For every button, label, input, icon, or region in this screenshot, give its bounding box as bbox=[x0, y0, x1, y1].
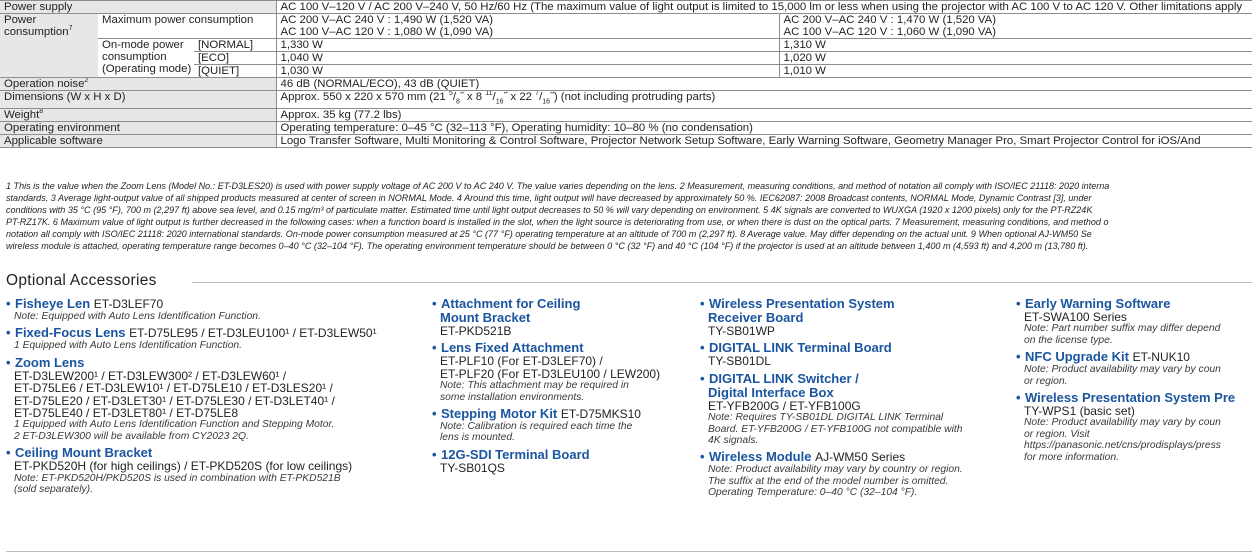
power-supply-value: AC 100 V–120 V / AC 200 V–240 V, 50 Hz/60 Hz (The maximum value of light output is limited to 15,000 lm or less when using the projector with AC 100 V to AC 120 V. Other limitations apply bbox=[276, 1, 1252, 14]
accessory-digital-link-switcher: • DIGITAL LINK Switcher / Digital Interface Box ET-YFB200G / ET-YFB100G Note: Requires TY-SB01DL DIGITAL LINK Terminal Board. ET-YFB200G / ET-YFB100G not compatible with 4K signals. bbox=[700, 370, 963, 447]
accessory-sdi-board: • 12G-SDI Terminal Board TY-SB01QS bbox=[432, 446, 590, 475]
max-power-label: Maximum power consumption bbox=[98, 14, 276, 39]
noise-label: Operation noise$^2$ bbox=[0, 78, 276, 91]
footnotes bbox=[6, 181, 1252, 252]
footnote-line: conditions with 35 °C (95 °F), 700 m (2,297 ft) above sea level, and 0.15 mg/m³ of particulate matter. Estimated time until light output decreases to 50 % will vary depending on environment. 5 4K signals are converted to WUXGA (1920 x 1200 pixels) only for the PT-RZ24K bbox=[6, 204, 1093, 215]
eco-value-b: 1,020 W bbox=[779, 52, 1252, 65]
accessory-lens-fixed: • Lens Fixed Attachment ET-PLF10 (For ET-D3LEF70) / ET-PLF20 (For ET-D3LEU100 / LEW200) Note: This attachment may be required in some installation environments. bbox=[432, 340, 661, 403]
software-value: Logo Transfer Software, Multi Monitoring & Control Software, Projector Network Setup Software, Early Warning Software, Geometry Manager Pro, Smart Projector Control for iOS/And bbox=[276, 135, 1252, 148]
onmode-label: On-mode power consumption (Operating mode) bbox=[98, 39, 194, 78]
weight-value: Approx. 35 kg (77.2 lbs) bbox=[276, 109, 1252, 122]
accessory-fixed-focus: • Fixed-Focus Lens ET-D75LE95 / ET-D3LEU100¹ / ET-D3LEW50¹ 1 Equipped with Auto Lens Identification Function. bbox=[6, 325, 377, 352]
section-divider bbox=[192, 282, 1252, 283]
accessory-stepping-motor: • Stepping Motor Kit ET-D75MKS10 Note: Calibration is required each time the lens is mounted. bbox=[432, 406, 641, 444]
accessory-ceiling-attachment: • Attachment for Ceiling Mount Bracket ET-PKD521B bbox=[432, 296, 581, 338]
section-title: Optional Accessories bbox=[6, 272, 157, 289]
accessory-digital-link-board: • DIGITAL LINK Terminal Board TY-SB01DL bbox=[700, 340, 892, 369]
accessory-ceiling-mount: • Ceiling Mount Bracket ET-PKD520H (for high ceilings) / ET-PKD520S (for low ceilings) Note: ET-PKD520H/PKD520S is used in combination with ET-PKD521B (sold separately). bbox=[6, 445, 353, 496]
environment-label: Operating environment bbox=[0, 122, 276, 135]
mode-quiet-label: [QUIET] bbox=[194, 65, 276, 78]
accessory-fisheye: • Fisheye Len ET-D3LEF70 Note: Equipped with Auto Lens Identification Function. bbox=[6, 296, 261, 322]
accessory-column-2 bbox=[432, 297, 692, 478]
accessory-column-3 bbox=[700, 297, 1000, 503]
spec-table bbox=[0, 0, 1252, 148]
normal-value-b: 1,310 W bbox=[779, 39, 1252, 52]
noise-value: 46 dB (NORMAL/ECO), 43 dB (QUIET) bbox=[276, 78, 1252, 91]
environment-value: Operating temperature: 0–45 °C (32–113 °F), Operating humidity: 10–80 % (no condensation) bbox=[276, 122, 1252, 135]
mode-normal-label: [NORMAL] bbox=[194, 39, 276, 52]
footnote-line: standards. 3 Average light-output value of all shipped products measured at center of screen in NORMAL Mode. 4 Around this time, light output will have decreased by approximately 50 %. IEC62087: 2008 Broadcast contents, NORMAL Mode, Dynamic Contrast [3], under bbox=[6, 192, 1092, 203]
accessory-column-1 bbox=[6, 297, 406, 499]
software-label: Applicable software bbox=[0, 135, 276, 148]
quiet-value-b: 1,010 W bbox=[779, 65, 1252, 78]
bottom-divider bbox=[6, 551, 1252, 552]
footnote-line: 1 This is the value when the Zoom Lens (Model No.: ET-D3LES20) is used with power supply voltage of AC 200 V to AC 240 V. The value varies depending on the lens. 2 Measurement, measuring conditions, and method of notation all comply with ISO/IEC 21118: 2020 interna bbox=[6, 181, 1110, 191]
footnote-line: wireless module is attached, operating temperature range becomes 0–40 °C (32–104 °F). The operating environment temperature should be between 0 °C (32 °F) and 40 °C (104 °F) if the projector is used at an altitude between 1,400 m (4,593 ft) and 4,200 m (13,780 ft). bbox=[6, 240, 1089, 251]
accessory-column-4 bbox=[1016, 297, 1252, 467]
footnote-line: PT-RZ17K. 6 Maximum value of light output is further decreased in the following cases: when a function board is installed in the slot, when the light source is deteriorating from use, or when there is dust on the optical parts. 7 Measurement, measuring conditions, and method o bbox=[6, 216, 1109, 227]
max-power-value-b: AC 200 V–AC 240 V : 1,470 W (1,520 VA) AC 100 V–AC 120 V : 1,060 W (1,090 VA) bbox=[779, 14, 1252, 39]
dimensions-value: Approx. 550 x 220 x 570 mm (21 $^5/_8˝$ x 8 $^{11}/_{16}˝$ x 22 $^7/_{16}˝$) (not including protruding parts) bbox=[276, 91, 1252, 109]
quiet-value-a: 1,030 W bbox=[276, 65, 779, 78]
accessory-nfc-kit: • NFC Upgrade Kit ET-NUK10 Note: Product availability may vary by coun or region. bbox=[1016, 349, 1221, 387]
mode-eco-label: [ECO] bbox=[194, 52, 276, 65]
accessory-wireless-module: • Wireless Module AJ-WM50 Series Note: Product availability may vary by country or region. The suffix at the end of the model number is omitted. Operating Temperature: 0–40 °C (32–104 °F). bbox=[700, 449, 963, 499]
accessory-wps-receiver: • Wireless Presentation System Receiver Board TY-SB01WP bbox=[700, 296, 895, 338]
max-power-value-a: AC 200 V–AC 240 V : 1,490 W (1,520 VA) AC 100 V–AC 120 V : 1,080 W (1,090 VA) bbox=[276, 14, 779, 39]
dimensions-label: Dimensions (W x H x D) bbox=[0, 91, 276, 109]
accessory-early-warning: • Early Warning Software ET-SWA100 Series Note: Part number suffix may differ depend on the license type. bbox=[1016, 297, 1221, 346]
footnote-line: notation all comply with ISO/IEC 21118: 2020 international standards. On-mode power consumption measured at 25 °C (77 °F) operating temperature at an altitude of 700 m (2,297 ft). 8 Average value. May differ depending on the actual unit. 9 When optional AJ-WM50 Se bbox=[6, 228, 1092, 239]
power-consumption-label: Power consumption$^7$ bbox=[0, 14, 98, 78]
weight-label: Weight$^8$ bbox=[0, 109, 276, 122]
eco-value-a: 1,040 W bbox=[276, 52, 779, 65]
normal-value-a: 1,330 W bbox=[276, 39, 779, 52]
power-supply-label: Power supply bbox=[0, 1, 276, 14]
accessory-wps: • Wireless Presentation System Pre TY-WPS1 (basic set) Note: Product availability may vary by coun or region. Visit https://panasonic.net/cns/prodisplays/press for more information. bbox=[1016, 390, 1236, 463]
accessory-zoom-lens: • Zoom Lens ET-D3LEW200¹ / ET-D3LEW300² / ET-D3LEW60¹ / ET-D75LE6 / ET-D3LEW10¹ / ET-D75LE10 / ET-D3LES20¹ / ET-D75LE20 / ET-D3LET30¹ / ET-D75LE30 / ET-D3LET40¹ / ET-D75LE40 / ET-D3LET80¹ / ET-D75LE8 1 Equipped with Auto Lens Identification Function and Stepping Motor. 2 ET-D3LEW300 will be available from CY2023 2Q. bbox=[6, 354, 335, 442]
